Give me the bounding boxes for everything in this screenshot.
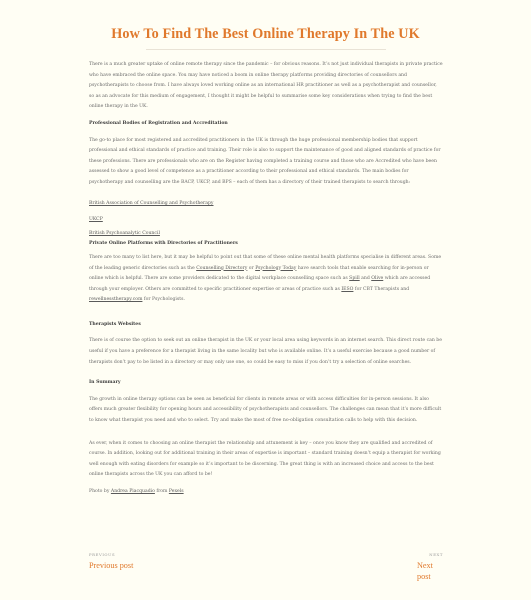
heading-platforms: Private Online Platforms with Directories of Practitioners: [89, 241, 238, 247]
page-title: How To Find The Best Online Therapy In The UK: [111, 26, 420, 42]
post-navigation: [89, 552, 443, 592]
heading-summary: In Summary: [89, 380, 121, 386]
platforms-text-6: for CBT Therapists and: [353, 286, 410, 292]
platforms-text-5: which are accessed through your employer. Others are committed to specific practitioner expertise or areas of practice such as: [89, 276, 431, 292]
link-counselling-directory[interactable]: Counselling Directory: [196, 265, 248, 271]
next-post-link[interactable]: Next post: [417, 561, 433, 581]
title-divider: [146, 49, 386, 50]
article-body: [89, 60, 443, 498]
link-bpc[interactable]: British Psychoanalytic Council: [89, 230, 160, 236]
credit-pre: Photo by: [89, 489, 111, 494]
link-spill[interactable]: Spill: [349, 276, 360, 282]
websites-paragraph: There is of course the option to seek out an online therapist in the UK or your local area using keywords in an internet search. This direct route can be useful if you have a preference for a therapist living in the same locality but who is available online. It’s a useful exercise because a good number of therapists don’t pay to be listed in a directory or may only use one, so could be easy to miss if you don’t try a selection of online searches.: [89, 338, 442, 365]
platforms-paragraph: [89, 253, 443, 306]
heading-websites: Therapists Websites: [89, 321, 141, 327]
credit-mid: from: [154, 489, 169, 494]
platforms-text-1: There are too many to list here, but it may be helpful to point out that some of these online mental health platforms specialise in different areas. Some of the leading generic directories such as the: [89, 254, 442, 271]
summary-paragraph-1: The growth in online therapy options can be seen as beneficial for clients in remote areas or with access difficulties for in-person sessions. It also offers much greater flexibility for opening hours and accessibility of psychotherapists and counsellors. The challenges can mean that it’s more difficult to know what therapist you need and who to select. Try and make the most of free no-obligation consultation calls to help with this decision.: [89, 396, 442, 424]
platforms-text-3: have search tools that enable searching for in-person or online which is helpful. There are some providers dedicated to the digital workplace counselling space such as: [89, 265, 429, 282]
platforms-text-2: or: [247, 265, 256, 271]
link-photo-author[interactable]: Andrea Piacquadio: [110, 489, 155, 494]
link-bacp[interactable]: British Association of Counselling and Psychotherapy: [89, 200, 214, 206]
summary-paragraph-2: As ever, when it comes to choosing an online therapist the relationship and attunement is key – once you know they are qualified and accredited of course. In addition, looking out for additional training in their areas of expertise is important – standard training doesn’t equip a therapist for working well enough with eating disorders for example so it’s important to be discerning. The great thing is with an increased choice and access to the best online therapists across the UK you can afford to be!: [89, 440, 441, 478]
intro-paragraph: There is a much greater uptake of online remote therapy since the pandemic – for obvious reasons. It’s not just individual therapists in private practice who have embraced the online space. You may have noticed a boom in online therapy platforms providing directories of counsellors and psychotherapists to choose from. I have always loved working online as an international HR practitioner as well as a psychotherapist and counsellor, so as an advocate for this medium of engagement, I thought it might be helpful to summarise some key considerations when trying to find the best online therapy in the UK.: [89, 62, 443, 110]
link-ieso[interactable]: IESO: [341, 286, 354, 292]
previous-post-link[interactable]: Previous post: [89, 561, 134, 570]
next-label: NEXT: [429, 552, 443, 557]
link-rewellnesstherapy[interactable]: rewellnesstherapy.com: [89, 297, 143, 303]
heading-registration: Professional Bodies of Registration and Accreditation: [89, 120, 228, 126]
registration-paragraph: The go-to place for most registered and accredited practitioners in the UK is through the huge professional membership bodies that support professional and ethical standards of practice and training. Their role is also to support the maintenance of good and aligned standards of practice for these professions. There are professionals who are on the Register having completed a training course and those who are Accredited who have been assessed to show a good level of competence as a practitioner according to their professional and ethical standards. The main bodies for psychotherapy and counselling are the BACP, UKCP, and BPS – each of them has a directory of their trained therapists to search through:: [89, 137, 441, 185]
link-photo-source[interactable]: Pexels: [168, 489, 184, 494]
platforms-text-4: and: [359, 276, 372, 282]
previous-label: PREVIOUS: [89, 552, 116, 557]
platforms-text-7: for Psychologists.: [142, 297, 185, 303]
link-psychology-today[interactable]: Psychology Today: [255, 265, 297, 271]
link-olive[interactable]: Olive: [371, 276, 384, 282]
link-ukcp[interactable]: UKCP: [89, 217, 103, 223]
photo-credit: [89, 487, 443, 498]
